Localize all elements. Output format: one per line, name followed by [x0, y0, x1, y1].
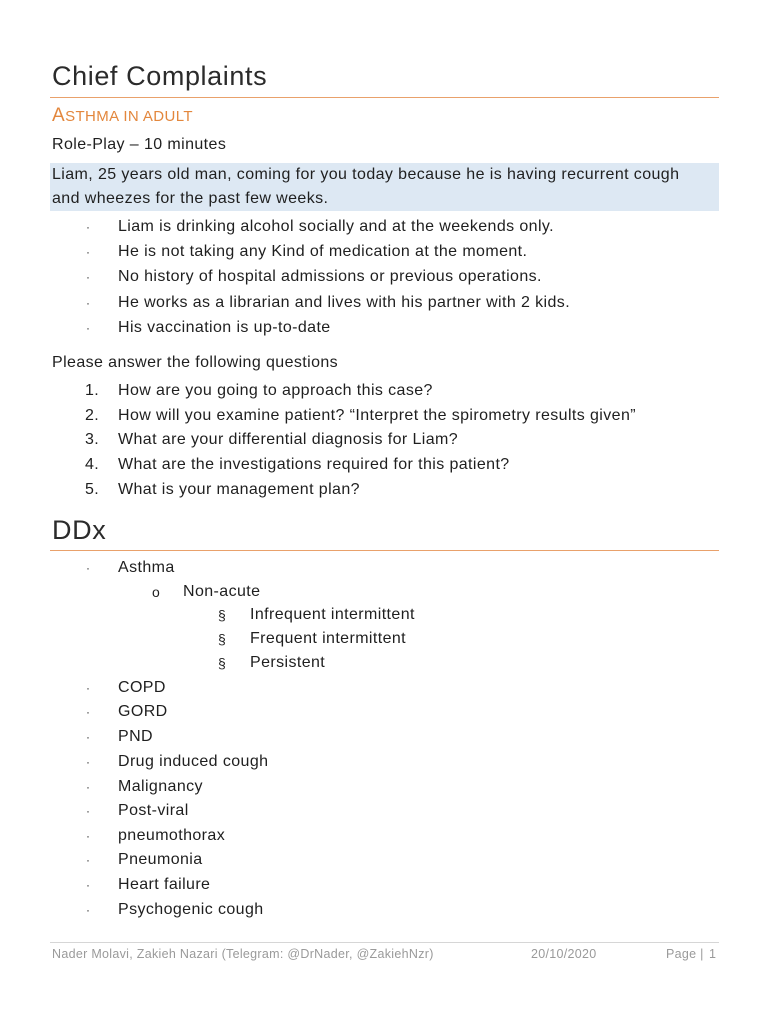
- bullet-marker: ·: [86, 321, 90, 335]
- bullet-marker: ·: [86, 829, 90, 843]
- question-number: 5.: [85, 481, 100, 498]
- bullet-marker: ·: [86, 220, 90, 234]
- ddx-text: Psychogenic cough: [118, 901, 264, 918]
- ddx-text: Heart failure: [118, 876, 211, 893]
- question-text: How are you going to approach this case?: [118, 382, 433, 399]
- title-divider: [50, 97, 719, 98]
- role-play-duration: Role-Play – 10 minutes: [52, 136, 227, 153]
- question-text: What are the investigations required for this patient?: [118, 456, 510, 473]
- question-number: 1.: [85, 382, 100, 399]
- questions-intro: Please answer the following questions: [52, 354, 339, 371]
- sub-bullet-marker: o: [152, 584, 161, 600]
- case-intro-line-1: Liam, 25 years old man, coming for you today because he is having recurrent cough: [52, 166, 680, 183]
- ddx-subsubtext: Infrequent intermittent: [250, 606, 415, 623]
- ddx-text: COPD: [118, 679, 166, 696]
- bullet-marker: ·: [86, 903, 90, 917]
- bullet-marker: ·: [86, 681, 90, 695]
- case-intro-box: [50, 163, 719, 211]
- ddx-subsubtext: Frequent intermittent: [250, 630, 407, 647]
- bullet-marker: ·: [86, 730, 90, 744]
- ddx-text: Post-viral: [118, 802, 189, 819]
- subsub-bullet-marker: §: [218, 607, 227, 623]
- bullet-marker: ·: [86, 296, 90, 310]
- footer-page-number: 1: [709, 947, 717, 961]
- fact-text: He works as a librarian and lives with his partner with 2 kids.: [118, 294, 571, 311]
- question-number: 2.: [85, 407, 100, 424]
- bullet-marker: ·: [86, 705, 90, 719]
- footer-divider: [50, 942, 719, 943]
- question-number: 3.: [85, 431, 100, 448]
- case-heading-initial: A: [52, 105, 66, 126]
- question-text: What is your management plan?: [118, 481, 360, 498]
- ddx-text: PND: [118, 728, 153, 745]
- bullet-marker: ·: [86, 561, 90, 575]
- footer-date: 20/10/2020: [531, 947, 597, 961]
- footer-page-label: Page |: [666, 947, 704, 961]
- page-title: Chief Complaints: [52, 61, 268, 91]
- ddx-divider: [50, 550, 719, 551]
- fact-text: His vaccination is up-to-date: [118, 319, 331, 336]
- ddx-text: Asthma: [118, 559, 175, 576]
- bullet-marker: ·: [86, 878, 90, 892]
- case-heading-rest: STHMA IN ADULT: [65, 108, 193, 125]
- ddx-subtext: Non-acute: [183, 583, 261, 600]
- fact-text: Liam is drinking alcohol socially and at the weekends only.: [118, 218, 554, 235]
- ddx-text: GORD: [118, 703, 168, 720]
- question-number: 4.: [85, 456, 100, 473]
- question-text: What are your differential diagnosis for Liam?: [118, 431, 459, 448]
- ddx-title: DDx: [52, 515, 107, 545]
- subsub-bullet-marker: §: [218, 631, 227, 647]
- bullet-marker: ·: [86, 245, 90, 259]
- fact-text: No history of hospital admissions or previous operations.: [118, 268, 542, 285]
- ddx-text: Malignancy: [118, 778, 203, 795]
- bullet-marker: ·: [86, 755, 90, 769]
- bullet-marker: ·: [86, 780, 90, 794]
- case-heading: [52, 103, 193, 130]
- ddx-subsubtext: Persistent: [250, 654, 326, 671]
- bullet-marker: ·: [86, 804, 90, 818]
- subsub-bullet-marker: §: [218, 655, 227, 671]
- fact-text: He is not taking any Kind of medication at the moment.: [118, 243, 528, 260]
- question-text: How will you examine patient? “Interpret the spirometry results given”: [118, 407, 636, 424]
- bullet-marker: ·: [86, 853, 90, 867]
- bullet-marker: ·: [86, 270, 90, 284]
- ddx-text: pneumothorax: [118, 827, 226, 844]
- case-intro-line-2: and wheezes for the past few weeks.: [52, 190, 329, 207]
- ddx-text: Drug induced cough: [118, 753, 269, 770]
- ddx-text: Pneumonia: [118, 851, 203, 868]
- footer-authors: Nader Molavi, Zakieh Nazari (Telegram: @DrNader, @ZakiehNzr): [52, 947, 434, 961]
